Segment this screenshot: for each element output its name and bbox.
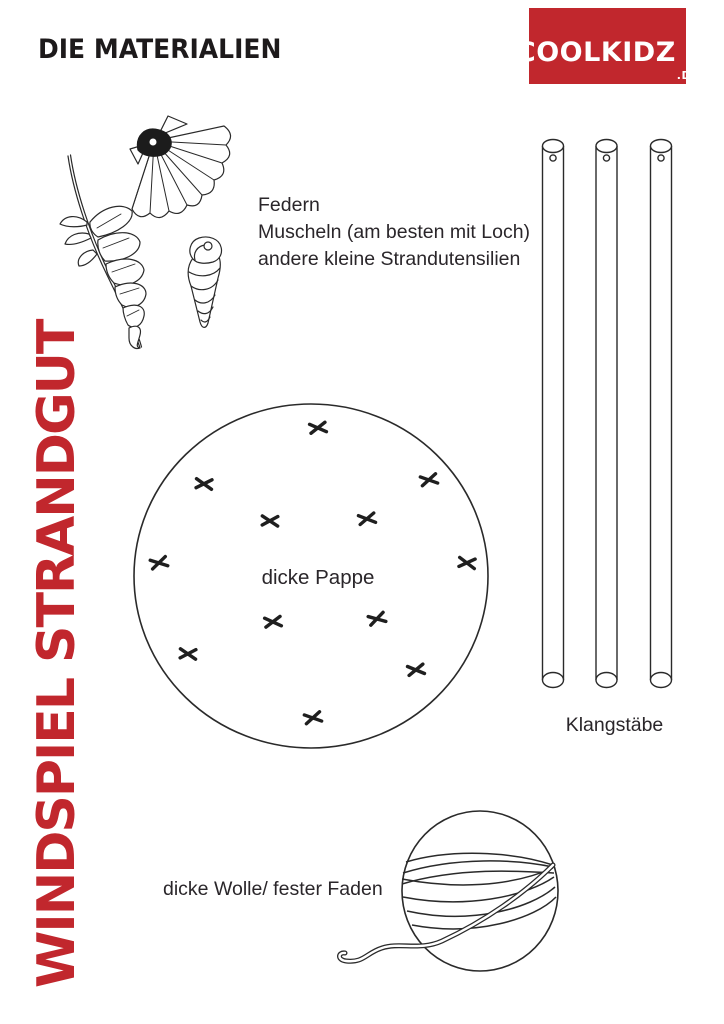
brand-wordmark: COOLKIDZ — [515, 36, 676, 68]
spiral-shell-icon — [188, 237, 221, 327]
cardboard-label: dicke Pappe — [261, 566, 375, 589]
list-item: andere kleine Strandutensilien — [258, 248, 521, 270]
side-title-vertical: WINDSPIEL STRANDGUT — [27, 320, 87, 988]
rod-icon — [543, 140, 564, 688]
beach-finds-illustration — [35, 110, 235, 350]
list-item: Muscheln (am besten mit Loch) — [258, 221, 531, 243]
rod-icon — [596, 140, 617, 688]
coolkidz-logo — [515, 8, 700, 84]
list-item: Federn — [258, 194, 320, 216]
scallop-shell-icon — [130, 116, 231, 218]
beach-finds-list — [258, 192, 530, 273]
rod-icon — [651, 140, 672, 688]
chime-rods-illustration — [535, 128, 685, 698]
feather-icon — [60, 155, 146, 349]
yarn-label: dicke Wolle/ fester Faden — [163, 878, 383, 900]
chime-rods-label: Klangstäbe — [565, 714, 664, 736]
brand-domain-suffix: .DE — [676, 69, 700, 82]
page-title: DIE MATERIALIEN — [38, 33, 282, 65]
